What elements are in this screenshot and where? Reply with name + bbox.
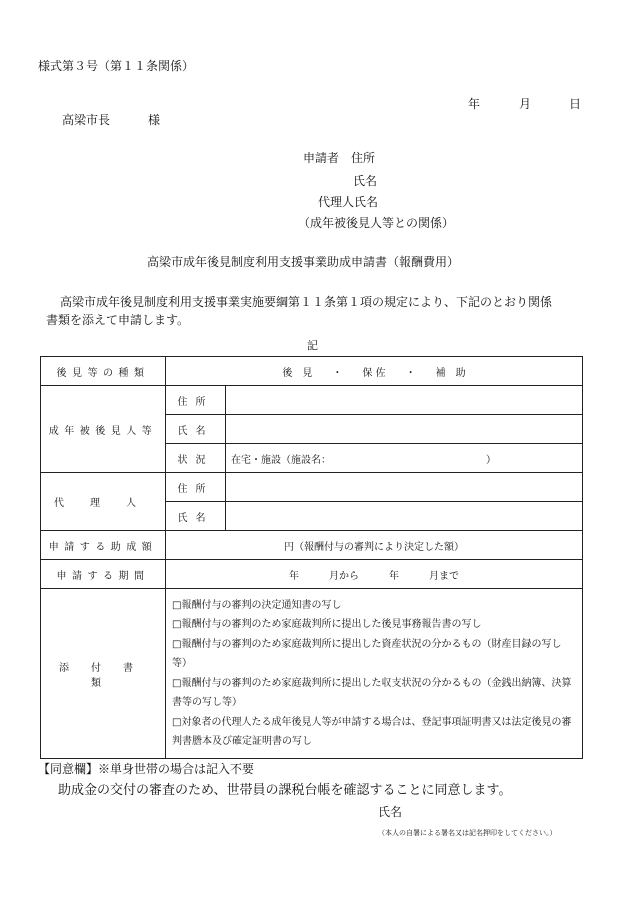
ward-address-field[interactable] [226, 386, 583, 415]
agent-name-label: 代理人氏名 [318, 195, 379, 209]
agent-name-field[interactable] [226, 502, 583, 531]
period-field[interactable]: 年 月から 年 月まで [166, 560, 583, 589]
relation-label: （成年被後見人等との関係） [298, 216, 455, 230]
applicant-address-label: 住所 [351, 151, 376, 165]
agent-address-field[interactable] [226, 473, 583, 502]
date-day: 日 [569, 97, 582, 111]
consent-heading: 【同意欄】※単身世帯の場合は記入不要 [38, 762, 255, 776]
attachments-label: 添付書類 [41, 589, 166, 759]
consent-name-label: 氏名 [378, 805, 403, 819]
amount-field[interactable]: 円（報酬付与の審判により決定した額） [166, 531, 583, 560]
applicant-name-label: 氏名 [353, 174, 378, 188]
ward-name-field[interactable] [226, 415, 583, 444]
agent-address-row [41, 473, 583, 502]
form-number: 様式第３号（第１１条関係） [38, 59, 195, 73]
date-month: 月 [519, 97, 532, 111]
attachment-item-2[interactable]: □報酬付与の審判のため家庭裁判所に提出した後見事務報告書の写し [172, 619, 482, 630]
attachment-item-3[interactable]: □報酬付与の審判のため家庭裁判所に提出した資産状況の分かるもの（財産目録の写し等） [172, 638, 562, 669]
document-title: 高梁市成年後見制度利用支援事業助成申請書（報酬費用） [147, 255, 460, 269]
consent-text: 助成金の交付の審査のため、世帯員の課税台帳を確認することに同意します。 [58, 783, 512, 798]
agent-label: 代理人 [41, 473, 166, 531]
ward-address-label: 住所 [166, 386, 226, 415]
ward-status-label: 状況 [166, 444, 226, 473]
honorific: 様 [148, 113, 161, 127]
attachment-item-5[interactable]: □対象者の代理人たる成年後見人等が申請する場合は、登記事項証明書又は法定後見の審判書謄本及び確定証明書の写し [172, 716, 572, 747]
ward-status-field[interactable]: 在宅・施設（施設名： ） [226, 444, 583, 473]
period-label: 申請する期間 [41, 560, 166, 589]
period-row [41, 560, 583, 589]
consent-note: （本人の自署による署名又は記名押印をしてください。） [378, 829, 557, 837]
intro-line-2: 書類を添えて申請します。 [46, 313, 190, 327]
attachments-row [41, 589, 583, 759]
intro-line-1: 高梁市成年後見制度利用支援事業実施要綱第１１条第１項の規定により、下記のとおり関係 [60, 295, 553, 309]
ki-label: 記 [307, 339, 318, 352]
ward-label: 成年被後見人等 [41, 386, 166, 473]
type-row [41, 357, 583, 386]
type-label: 後見等の種類 [41, 357, 166, 386]
date-year: 年 [468, 97, 481, 111]
type-options[interactable]: 後 見 ・ 保 佐 ・ 補 助 [166, 357, 583, 386]
amount-label: 申請する助成額 [41, 531, 166, 560]
ward-address-row [41, 386, 583, 415]
agent-address-label: 住所 [166, 473, 226, 502]
agent-name-label-cell: 氏名 [166, 502, 226, 531]
application-table [40, 356, 583, 759]
attachments-list [166, 589, 583, 759]
attachment-item-1[interactable]: □報酬付与の審判の決定通知書の写し [172, 599, 342, 611]
attachment-item-4[interactable]: □報酬付与の審判のため家庭裁判所に提出した収支状況の分かるもの（金銭出納簿、決算書等の写し等） [172, 677, 572, 708]
applicant-label: 申請者 [303, 151, 340, 165]
ward-name-label: 氏名 [166, 415, 226, 444]
recipient: 高梁市長 [62, 113, 111, 127]
amount-row [41, 531, 583, 560]
